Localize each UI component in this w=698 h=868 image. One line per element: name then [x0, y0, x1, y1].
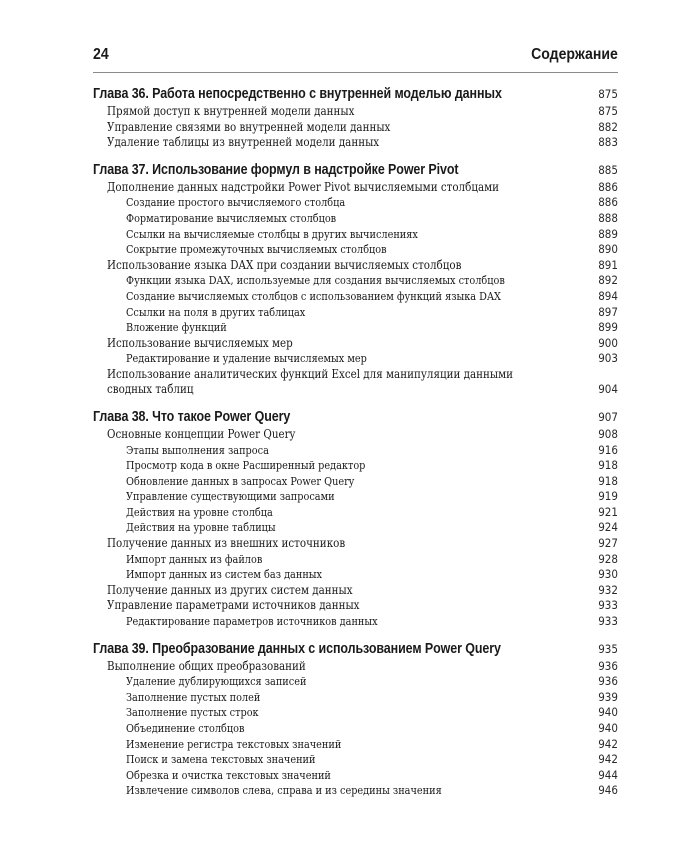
toc-entry-page: 944: [598, 767, 618, 782]
toc-entry-title: Вложение функций: [126, 321, 227, 335]
toc-entry-title: Прямой доступ к внутренней модели данных: [107, 104, 355, 118]
toc-entry-title: Получение данных из других систем данных: [107, 582, 353, 597]
toc-entry-title: Выполнение общих преобразований: [107, 658, 306, 673]
toc-entry[interactable]: [93, 180, 618, 196]
toc-entry-page: 918: [598, 458, 618, 473]
toc-entry-page: 946: [598, 783, 618, 798]
toc-entry-title: Этапы выполнения запроса: [126, 443, 269, 457]
toc-entry[interactable]: [93, 258, 618, 274]
toc-entry-title: Дополнение данных надстройки Power Pivot вычисляемыми столбцами: [107, 179, 500, 194]
toc-entry[interactable]: [93, 367, 618, 398]
toc-entry-title: Форматирование вычисляемых столбцов: [126, 211, 337, 225]
toc-entry[interactable]: [93, 427, 618, 443]
toc-entry-page: 904: [598, 382, 618, 397]
toc-entry-title: Объединение столбцов: [126, 722, 245, 735]
toc-entry[interactable]: [93, 659, 618, 675]
toc-entry-page: 883: [598, 135, 618, 150]
toc-entry-title: Функции языка DAX, используемые для создания вычисляемых столбцов: [126, 274, 505, 288]
toc-entry[interactable]: [93, 614, 618, 630]
toc-entry[interactable]: [93, 536, 618, 552]
toc-entry-title: Редактирование и удаление вычисляемых мер: [126, 352, 367, 366]
toc-entry-title: Создание вычисляемых столбцов с использованием функций языка DAX: [126, 289, 501, 303]
toc-entry-title: Глава 38. Что такое Power Query: [93, 408, 291, 425]
toc-chapter-entry[interactable]: [93, 160, 618, 180]
toc-entry-page: 897: [598, 304, 618, 319]
toc-entry[interactable]: [93, 474, 618, 490]
toc-entry[interactable]: [93, 705, 618, 721]
toc-entry-title: Ссылки на вычисляемые столбцы в других вычислениях: [126, 227, 418, 241]
toc-chapter-entry[interactable]: [93, 407, 618, 427]
toc-entry[interactable]: [93, 104, 618, 120]
toc-entry-title: Обрезка и очистка текстовых значений: [126, 768, 331, 782]
toc-entry-title: Удаление таблицы из внутренней модели данных: [107, 135, 380, 150]
toc-entry-title: Действия на уровне столбца: [126, 505, 273, 519]
toc-entry-page: 890: [598, 242, 618, 257]
toc-entry-title: Импорт данных из систем баз данных: [126, 568, 323, 582]
toc-entry-title: Заполнение пустых строк: [126, 706, 259, 720]
toc-entry-page: 942: [598, 752, 618, 767]
toc-entry-title: Удаление дублирующихся записей: [126, 675, 307, 689]
toc-entry-title: Просмотр кода в окне Расширенный редактор: [126, 459, 366, 473]
toc-entry-title: Сокрытие промежуточных вычисляемых столбцов: [126, 243, 387, 257]
toc-entry-title: Импорт данных из файлов: [126, 552, 263, 566]
toc-chapter-entry[interactable]: [93, 84, 618, 104]
toc-entry-title: Глава 36. Работа непосредственно с внутренней моделью данных: [93, 86, 502, 102]
toc-entry-page: 930: [598, 567, 618, 582]
toc-entry-page: 875: [598, 104, 618, 118]
page-number: 24: [93, 46, 109, 63]
toc-entry-title: Получение данных из внешних источников: [107, 536, 346, 551]
toc-entry-page: 899: [598, 320, 618, 335]
toc-entry[interactable]: [93, 289, 618, 305]
toc-entry-page: 935: [598, 641, 618, 656]
toc-entry-page: 936: [598, 658, 618, 673]
toc-entry[interactable]: [93, 783, 618, 799]
toc-entry[interactable]: [93, 552, 618, 568]
header-rule: [93, 72, 618, 73]
toc-entry-title: Глава 37. Использование формул в надстройке Power Pivot: [93, 161, 459, 178]
toc-entry[interactable]: [93, 674, 618, 690]
toc-entry-title: Заполнение пустых полей: [126, 690, 261, 704]
toc-entry[interactable]: [93, 242, 618, 258]
toc-entry-page: 942: [598, 736, 618, 751]
toc-entry-page: 892: [598, 273, 618, 288]
toc-entry-page: 888: [598, 210, 618, 225]
toc-entry[interactable]: [93, 520, 618, 536]
toc-entry-page: 886: [598, 195, 618, 210]
toc-entry-page: 889: [598, 226, 618, 241]
toc-entry[interactable]: [93, 721, 618, 737]
toc-entry[interactable]: [93, 690, 618, 706]
toc-entry-page: 933: [598, 598, 618, 613]
toc-entry-page: 939: [598, 689, 618, 704]
toc-entry-page: 891: [598, 257, 618, 272]
toc-entry-page: 908: [598, 426, 618, 441]
toc-entry[interactable]: [93, 598, 618, 614]
toc-entry-page: 921: [598, 504, 618, 519]
toc-entry-page: 932: [598, 582, 618, 597]
toc-entry[interactable]: [93, 211, 618, 227]
toc-entry-title: Использование вычисляемых мер: [107, 335, 293, 350]
toc-entry-title: Изменение регистра текстовых значений: [126, 737, 342, 751]
toc-entry[interactable]: [93, 135, 618, 151]
toc-entry[interactable]: [93, 305, 618, 321]
toc-entry[interactable]: [93, 567, 618, 583]
toc-entry-title: Действия на уровне таблицы: [126, 521, 276, 535]
section-title: Содержание: [531, 46, 618, 63]
toc-entry-title: Создание простого вычисляемого столбца: [126, 196, 346, 210]
toc-entry[interactable]: [93, 351, 618, 367]
toc-entry-page: 886: [598, 179, 618, 194]
toc-entry-page: 927: [598, 536, 618, 551]
running-head: [93, 46, 618, 70]
toc-entry-page: 907: [598, 409, 618, 424]
toc-entry[interactable]: [93, 320, 618, 336]
toc-entry-page: 916: [598, 442, 618, 457]
toc-entry-title: Управление параметрами источников данных: [107, 598, 360, 613]
toc-entry-title: Поиск и замена текстовых значений: [126, 753, 316, 767]
toc-entry[interactable]: [93, 737, 618, 753]
toc-entry[interactable]: [93, 505, 618, 521]
toc-entry-title: Глава 39. Преобразование данных с использованием Power Query: [93, 640, 501, 657]
toc-entry[interactable]: [93, 195, 618, 211]
toc-entry-page: 924: [598, 520, 618, 535]
toc-entry[interactable]: [93, 336, 618, 352]
toc-entry[interactable]: [93, 120, 618, 136]
toc-entry[interactable]: [93, 489, 618, 505]
toc-entry-title: Использование аналитических функций Excel для манипуляции данными сводных таблиц: [107, 366, 514, 397]
toc-entry-title: Управление существующими запросами: [126, 490, 335, 504]
toc-entry[interactable]: [93, 752, 618, 768]
toc-entry-page: 940: [598, 705, 618, 720]
toc-entry-page: 903: [598, 351, 618, 366]
toc-entry-title: Обновление данных в запросах Power Query: [126, 474, 355, 488]
toc-entry-page: 940: [598, 721, 618, 735]
toc-entry-page: 894: [598, 288, 618, 303]
toc-entry-title: Использование языка DAX при создании вычисляемых столбцов: [107, 257, 462, 272]
toc-entry-page: 875: [598, 87, 618, 101]
toc-entry-page: 885: [598, 162, 618, 177]
toc-entry-page: 919: [598, 489, 618, 504]
toc-entry[interactable]: [93, 273, 618, 289]
toc-entry-page: 882: [598, 119, 618, 134]
toc-chapter-entry[interactable]: [93, 639, 618, 659]
toc-entry[interactable]: [93, 227, 618, 243]
toc-entry-title: Редактирование параметров источников данных: [126, 615, 378, 629]
toc-entry-page: 900: [598, 335, 618, 350]
toc-entry[interactable]: [93, 458, 618, 474]
toc-entry[interactable]: [93, 768, 618, 784]
toc-entry-page: 936: [598, 674, 618, 689]
toc-entry[interactable]: [93, 583, 618, 599]
toc-entry-page: 918: [598, 473, 618, 488]
toc-entry-page: 928: [598, 551, 618, 566]
toc-entry-title: Ссылки на поля в других таблицах: [126, 305, 306, 319]
toc-entry-title: Извлечение символов слева, справа и из середины значения: [126, 784, 442, 798]
toc-entry[interactable]: [93, 443, 618, 459]
toc-entry-page: 933: [598, 614, 618, 629]
toc-entry-title: Основные концепции Power Query: [107, 426, 296, 441]
toc-entry-title: Управление связями во внутренней модели данных: [107, 119, 391, 134]
table-of-contents: [93, 84, 618, 799]
